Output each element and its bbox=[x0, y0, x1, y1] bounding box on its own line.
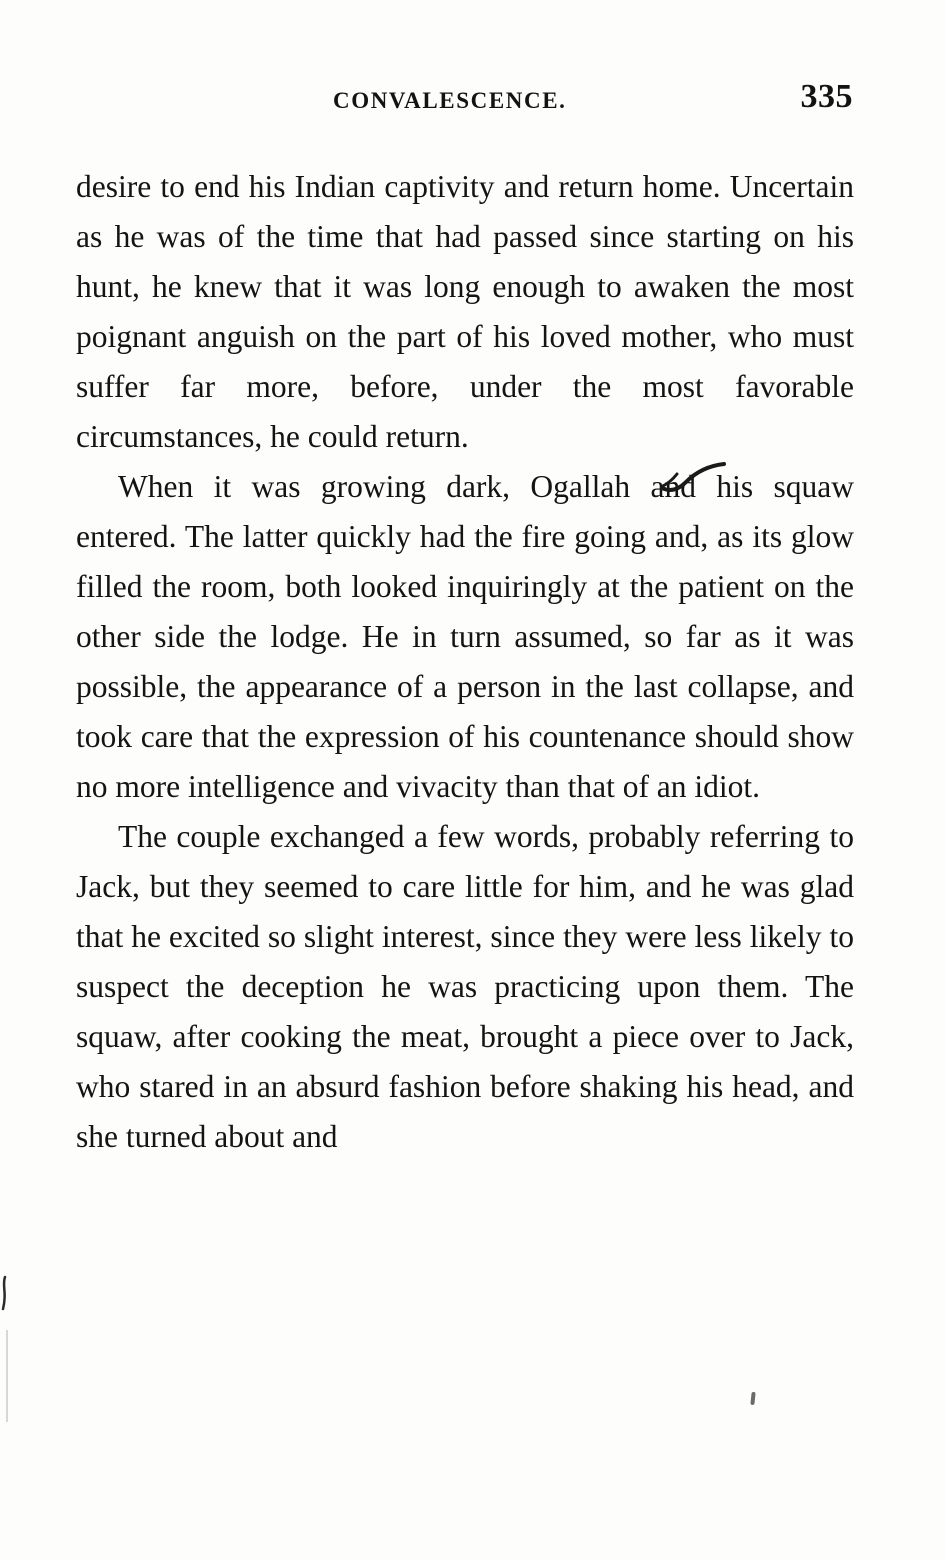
margin-ink-mark-icon bbox=[0, 1275, 10, 1311]
paragraph-2: When it was growing dark, Ogallah and his squaw entered. The latter quickly had the fire going and, as its glow filled the room, both looked inquiringly at the patient on the other side the lodge. He in turn assumed, so far as it was possible, the appearance of a person in the last collapse, and took care that the expression of his countenance should show no more intelligence and vivacity than that of an idiot. bbox=[76, 469, 854, 804]
paragraph-3: The couple exchanged a few words, probably referring to Jack, but they seemed to care little for him, and he was glad that he excited so slight interest, since they were less likely to suspect the deception he was practicing upon them. The squaw, after cooking the meat, brought a piece over to Jack, who stared in an absurd fashion before shaking his head, and she turned about and bbox=[76, 819, 854, 1154]
running-head: CONVALESCENCE. bbox=[333, 88, 567, 113]
ink-speck-icon bbox=[750, 1392, 755, 1405]
paragraph-1: desire to end his Indian captivity and return home. Uncertain as he was of the time that had passed since starting on his hunt, he knew that it was long enough to awaken the most poignant anguish on the part of his loved mother, who must suffer far more, before, under the most favorable circumstances, he could return. bbox=[76, 169, 854, 454]
page-body bbox=[76, 162, 854, 1162]
page-header bbox=[78, 78, 853, 122]
page-number: 335 bbox=[800, 78, 853, 115]
page-edge-line bbox=[6, 1330, 8, 1422]
